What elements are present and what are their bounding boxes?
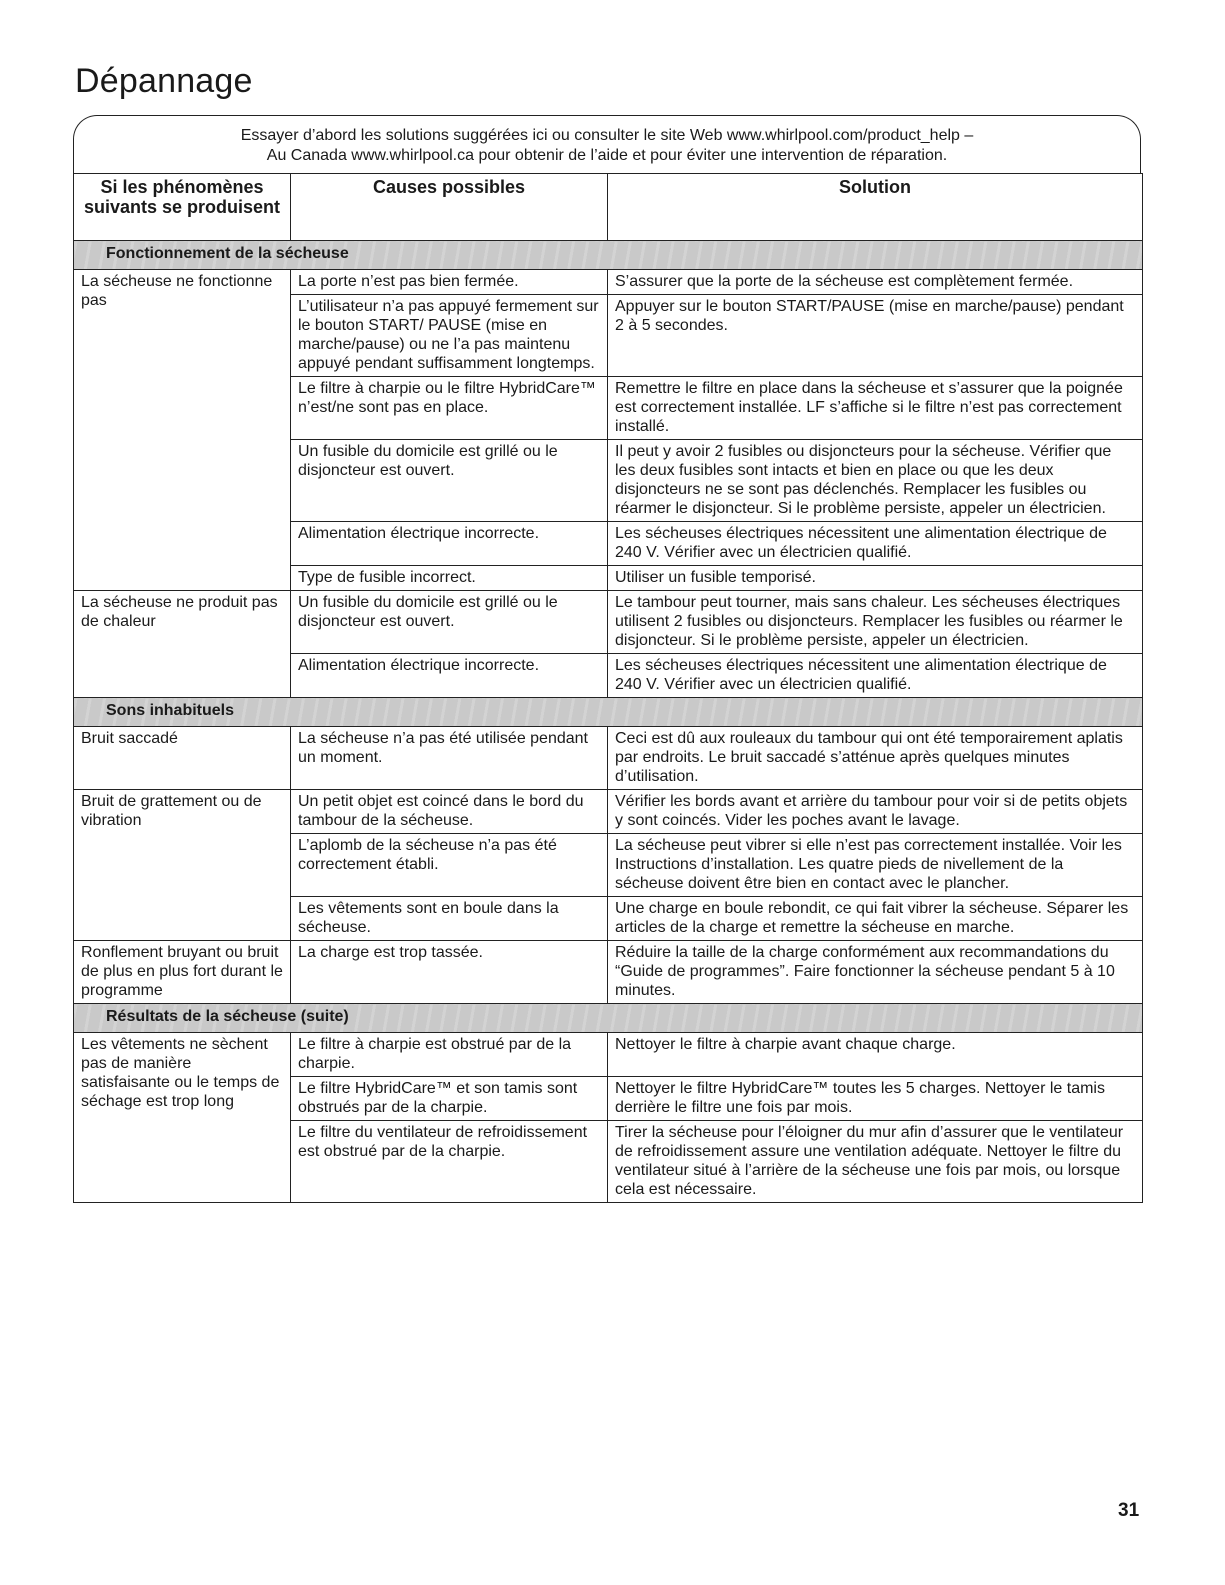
- cause-cell: Alimentation électrique incorrecte.: [291, 654, 608, 698]
- header-symptom: Si les phénomènes suivants se produisent: [74, 174, 291, 241]
- cause-cell: Le filtre à charpie est obstrué par de la charpie.: [291, 1033, 608, 1077]
- solution-cell: Le tambour peut tourner, mais sans chaleur. Les sécheuses électriques utilisent 2 fusibles ou disjoncteurs. Remplacer les fusibles ou réarmer le disjoncteur. Si le problème persiste, appeler un électricien.: [608, 591, 1143, 654]
- solution-cell: S’assurer que la porte de la sécheuse est complètement fermée.: [608, 270, 1143, 295]
- page-number: 31: [1118, 1500, 1140, 1521]
- solution-cell: Vérifier les bords avant et arrière du tambour pour voir si de petits objets y sont coincés. Vider les poches avant le lavage.: [608, 790, 1143, 834]
- table-header-row: [74, 174, 1143, 241]
- section-row: [74, 1004, 1143, 1033]
- cause-cell: Type de fusible incorrect.: [291, 566, 608, 591]
- solution-cell: Appuyer sur le bouton START/PAUSE (mise en marche/pause) pendant 2 à 5 secondes.: [608, 295, 1143, 377]
- table-row: [74, 270, 1143, 295]
- cause-cell: Le filtre à charpie ou le filtre HybridCare™ n’est/ne sont pas en place.: [291, 377, 608, 440]
- intro-line-1: Essayer d’abord les solutions suggérées ici ou consulter le site Web www.whirlpool.com/product_help –: [240, 127, 974, 144]
- solution-cell: Utiliser un fusible temporisé.: [608, 566, 1143, 591]
- cause-cell: Un petit objet est coincé dans le bord du tambour de la sécheuse.: [291, 790, 608, 834]
- symptom-cell: Les vêtements ne sèchent pas de manière satisfaisante ou le temps de séchage est trop long: [74, 1033, 291, 1203]
- symptom-cell: Bruit de grattement ou de vibration: [74, 790, 291, 941]
- cause-cell: Le filtre du ventilateur de refroidissement est obstrué par de la charpie.: [291, 1121, 608, 1203]
- table-row: [74, 591, 1143, 654]
- symptom-cell: Ronflement bruyant ou bruit de plus en plus fort durant le programme: [74, 941, 291, 1004]
- section-row: [74, 698, 1143, 727]
- header-cause: Causes possibles: [291, 174, 608, 241]
- intro-line-2: Au Canada www.whirlpool.ca pour obtenir de l’aide et pour éviter une intervention de réparation.: [266, 147, 948, 164]
- solution-cell: Nettoyer le filtre à charpie avant chaque charge.: [608, 1033, 1143, 1077]
- solution-cell: Tirer la sécheuse pour l’éloigner du mur afin d’assurer que le ventilateur de refroidissement assure une ventilation adéquate. Nettoyer le filtre du ventilateur situé à l’arrière de la sécheuse une fois par mois, ou lorsque cela est nécessaire.: [608, 1121, 1143, 1203]
- cause-cell: Un fusible du domicile est grillé ou le disjoncteur est ouvert.: [291, 440, 608, 522]
- cause-cell: Le filtre HybridCare™ et son tamis sont obstrués par de la charpie.: [291, 1077, 608, 1121]
- table-row: [74, 1033, 1143, 1077]
- troubleshooting-table: [73, 173, 1143, 1203]
- section-title: Fonctionnement de la sécheuse: [74, 241, 1143, 270]
- cause-cell: La sécheuse n’a pas été utilisée pendant un moment.: [291, 727, 608, 790]
- section-title: Résultats de la sécheuse (suite): [74, 1004, 1143, 1033]
- cause-cell: L’aplomb de la sécheuse n’a pas été correctement établi.: [291, 834, 608, 897]
- header-solution: Solution: [608, 174, 1143, 241]
- solution-cell: Ceci est dû aux rouleaux du tambour qui ont été temporairement aplatis par endroits. Le bruit saccadé s’atténue après quelques minutes d’utilisation.: [608, 727, 1143, 790]
- table-body: [74, 241, 1143, 1203]
- cause-cell: Un fusible du domicile est grillé ou le disjoncteur est ouvert.: [291, 591, 608, 654]
- solution-cell: Les sécheuses électriques nécessitent une alimentation électrique de 240 V. Vérifier avec un électricien qualifié.: [608, 654, 1143, 698]
- symptom-cell: La sécheuse ne produit pas de chaleur: [74, 591, 291, 698]
- section-row: [74, 241, 1143, 270]
- symptom-cell: Bruit saccadé: [74, 727, 291, 790]
- solution-cell: Nettoyer le filtre HybridCare™ toutes les 5 charges. Nettoyer le tamis derrière le filtre une fois par mois.: [608, 1077, 1143, 1121]
- page-title: Dépannage: [75, 62, 253, 100]
- table-row: [74, 941, 1143, 1004]
- cause-cell: La porte n’est pas bien fermée.: [291, 270, 608, 295]
- table-row: [74, 727, 1143, 790]
- cause-cell: Les vêtements sont en boule dans la sécheuse.: [291, 897, 608, 941]
- solution-cell: Remettre le filtre en place dans la sécheuse et s’assurer que la poignée est correctement installée. LF s’affiche si le filtre n’est pas correctement installé.: [608, 377, 1143, 440]
- solution-cell: Une charge en boule rebondit, ce qui fait vibrer la sécheuse. Séparer les articles de la charge et remettre la sécheuse en marche.: [608, 897, 1143, 941]
- symptom-cell: La sécheuse ne fonctionne pas: [74, 270, 291, 591]
- section-title: Sons inhabituels: [74, 698, 1143, 727]
- cause-cell: Alimentation électrique incorrecte.: [291, 522, 608, 566]
- table-row: [74, 790, 1143, 834]
- solution-cell: La sécheuse peut vibrer si elle n’est pas correctement installée. Voir les Instructions d’installation. Les quatre pieds de nivellement de la sécheuse doivent être bien en contact avec le plancher.: [608, 834, 1143, 897]
- solution-cell: Il peut y avoir 2 fusibles ou disjoncteurs pour la sécheuse. Vérifier que les deux fusibles sont intacts et bien en place ou que les deux disjoncteurs ne se sont pas déclenchés. Remplacer les fusibles ou réarmer le disjoncteur. Si le problème persiste, appeler un électricien.: [608, 440, 1143, 522]
- cause-cell: L’utilisateur n’a pas appuyé fermement sur le bouton START/ PAUSE (mise en marche/pause) ou ne l’a pas maintenu appuyé pendant suffisamment longtemps.: [291, 295, 608, 377]
- solution-cell: Les sécheuses électriques nécessitent une alimentation électrique de 240 V. Vérifier avec un électricien qualifié.: [608, 522, 1143, 566]
- intro-text: [73, 126, 1141, 166]
- solution-cell: Réduire la taille de la charge conformément aux recommandations du “Guide de programmes”. Faire fonctionner la sécheuse pendant 5 à 10 minutes.: [608, 941, 1143, 1004]
- cause-cell: La charge est trop tassée.: [291, 941, 608, 1004]
